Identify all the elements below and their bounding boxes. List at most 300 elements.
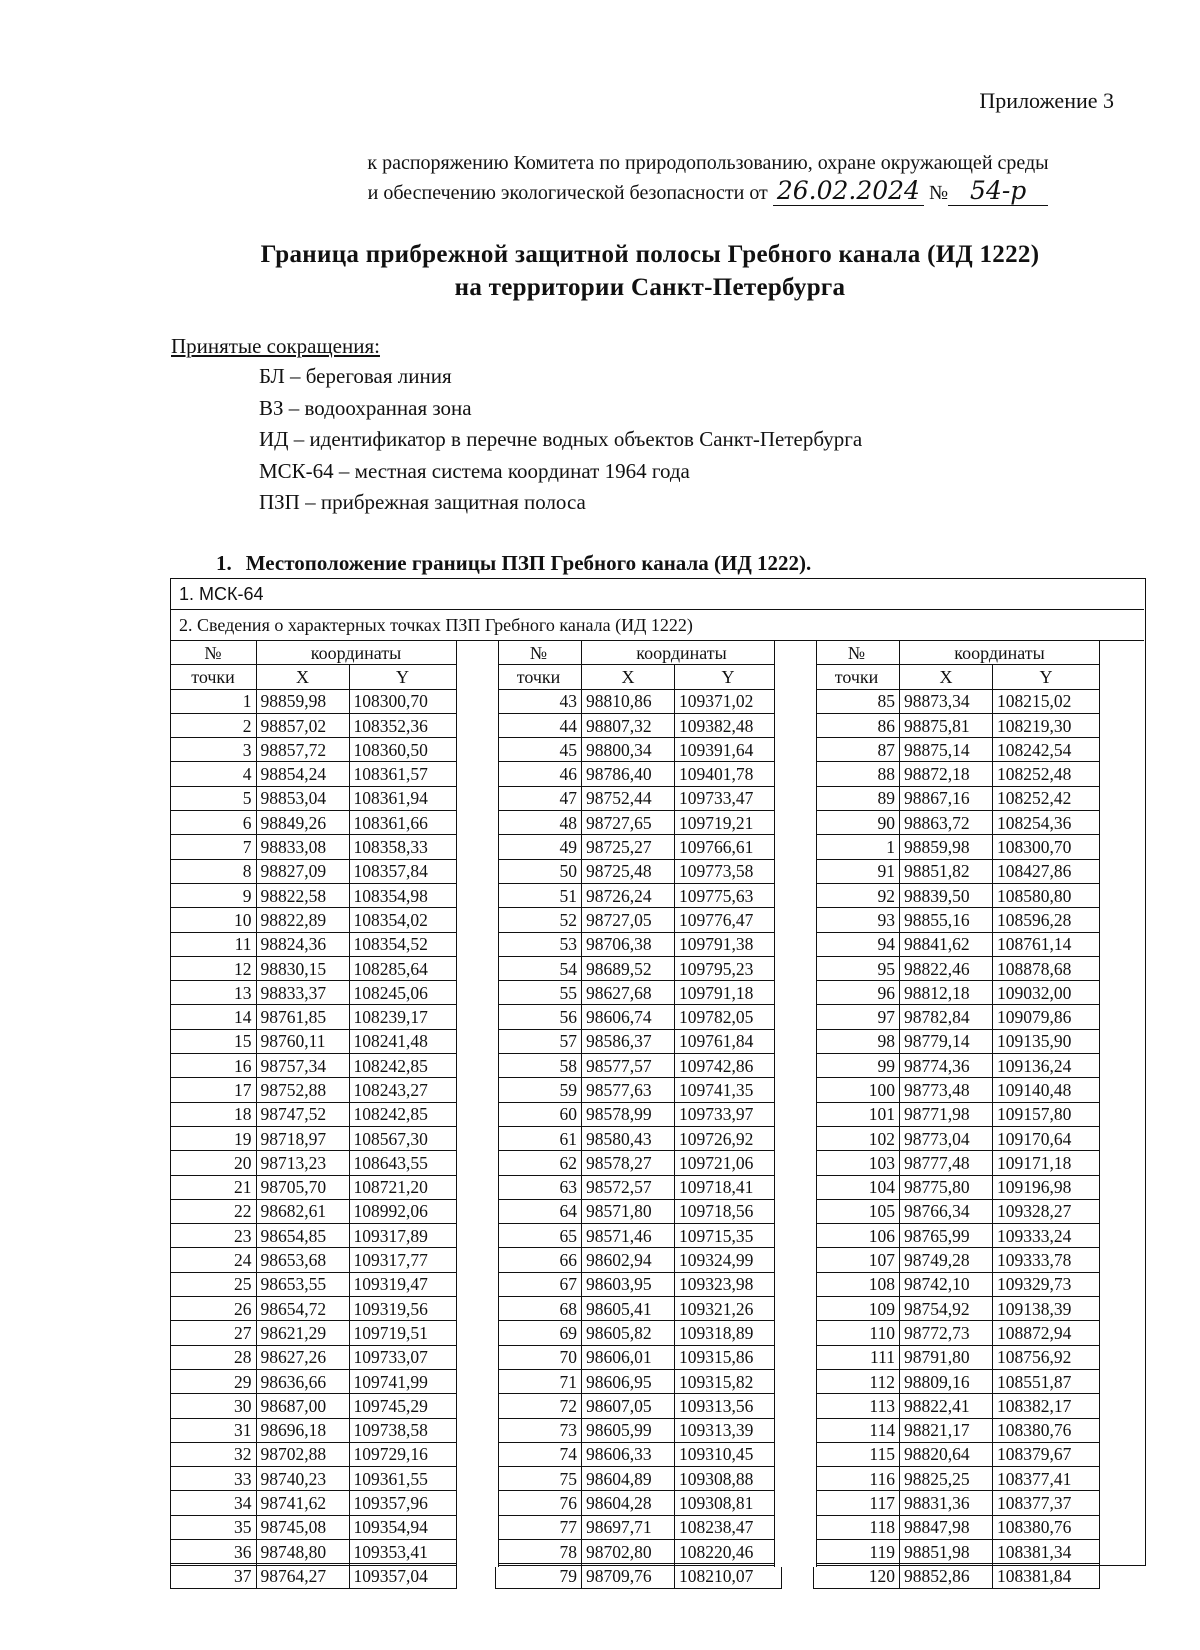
point-number-cell: 67 [496,1272,582,1296]
x-coordinate-cell: 98875,14 [900,738,993,762]
header-coordinates: координаты [900,641,1100,665]
table-row [496,1272,782,1296]
point-number-cell: 75 [496,1467,582,1491]
table-row [170,1491,456,1515]
table-row [814,1126,1100,1150]
table-row [170,713,456,737]
point-number-cell: 106 [814,1224,900,1248]
y-coordinate-cell: 108878,68 [993,956,1100,980]
point-number-cell: 93 [814,908,900,932]
point-number-cell: 17 [170,1078,256,1102]
table-row [170,932,456,956]
x-coordinate-cell: 98859,98 [900,835,993,859]
point-number-cell: 59 [496,1078,582,1102]
y-coordinate-cell: 109795,23 [675,956,782,980]
x-coordinate-cell: 98855,16 [900,908,993,932]
point-number-cell: 60 [496,1102,582,1126]
y-coordinate-cell: 108245,06 [349,981,456,1005]
header-point-number: № [814,641,900,665]
x-coordinate-cell: 98578,27 [582,1151,675,1175]
y-coordinate-cell: 108357,84 [349,859,456,883]
point-number-cell: 76 [496,1491,582,1515]
table-row [170,786,456,810]
point-number-cell: 88 [814,762,900,786]
point-number-cell: 89 [814,786,900,810]
table-row [496,1564,782,1588]
points-info-row: 2. Сведения о характерных точках ПЗП Гребного канала (ИД 1222) [171,610,1144,641]
document-title [170,238,1130,304]
point-number-cell: 43 [496,689,582,713]
x-coordinate-cell: 98833,08 [256,835,349,859]
y-coordinate-cell: 109157,80 [993,1102,1100,1126]
point-number-cell: 14 [170,1005,256,1029]
point-number-cell: 104 [814,1175,900,1199]
x-coordinate-cell: 98873,34 [900,689,993,713]
y-coordinate-cell: 109136,24 [993,1054,1100,1078]
header-point-number: № [170,641,256,665]
point-number-cell: 37 [170,1564,256,1588]
table-row [170,1297,456,1321]
y-coordinate-cell: 109775,63 [675,883,782,907]
point-number-cell: 103 [814,1151,900,1175]
table-row [814,1272,1100,1296]
y-coordinate-cell: 108252,48 [993,762,1100,786]
table-row [496,1151,782,1175]
x-coordinate-cell: 98606,74 [582,1005,675,1029]
table-row [496,1224,782,1248]
x-coordinate-cell: 98852,86 [900,1564,993,1588]
coordinates-block [170,641,457,1589]
point-number-cell: 2 [170,713,256,737]
table-row [496,1029,782,1053]
y-coordinate-cell: 109333,78 [993,1248,1100,1272]
y-coordinate-cell: 109354,94 [349,1515,456,1539]
y-coordinate-cell: 108361,66 [349,811,456,835]
x-coordinate-cell: 98847,98 [900,1515,993,1539]
y-coordinate-cell: 108379,67 [993,1442,1100,1466]
y-coordinate-cell: 109079,86 [993,1005,1100,1029]
x-coordinate-cell: 98727,65 [582,811,675,835]
point-number-cell: 108 [814,1272,900,1296]
x-coordinate-cell: 98747,52 [256,1102,349,1126]
point-number-cell: 120 [814,1564,900,1588]
x-coordinate-cell: 98822,46 [900,956,993,980]
table-row [814,835,1100,859]
x-coordinate-cell: 98752,88 [256,1078,349,1102]
coordinates-table [170,578,1146,1586]
table-row [814,738,1100,762]
table-row [170,981,456,1005]
x-coordinate-cell: 98749,28 [900,1248,993,1272]
table-row [814,1175,1100,1199]
table-row [496,835,782,859]
table-row [170,1199,456,1223]
y-coordinate-cell: 109382,48 [675,713,782,737]
point-number-cell: 64 [496,1199,582,1223]
table-row [496,1467,782,1491]
x-coordinate-cell: 98807,32 [582,713,675,737]
x-coordinate-cell: 98705,70 [256,1175,349,1199]
point-number-cell: 50 [496,859,582,883]
y-coordinate-cell: 108761,14 [993,932,1100,956]
table-row [170,1539,456,1563]
x-coordinate-cell: 98726,24 [582,883,675,907]
abbreviation-item: ИД – идентификатор в перечне водных объектов Санкт-Петербурга [259,427,863,451]
table-row [814,1564,1100,1588]
point-number-cell: 116 [814,1467,900,1491]
table-row [814,1224,1100,1248]
point-number-cell: 18 [170,1102,256,1126]
x-coordinate-cell: 98761,85 [256,1005,349,1029]
point-number-cell: 53 [496,932,582,956]
point-number-cell: 62 [496,1151,582,1175]
x-coordinate-cell: 98853,04 [256,786,349,810]
order-reference [288,150,1128,207]
y-coordinate-cell: 108254,36 [993,811,1100,835]
y-coordinate-cell: 108241,48 [349,1029,456,1053]
table-row [170,1078,456,1102]
y-coordinate-cell: 108596,28 [993,908,1100,932]
table-row [170,859,456,883]
point-number-cell: 114 [814,1418,900,1442]
x-coordinate-cell: 98740,23 [256,1467,349,1491]
table-row [814,1102,1100,1126]
y-coordinate-cell: 108381,34 [993,1539,1100,1563]
y-coordinate-cell: 109719,51 [349,1321,456,1345]
x-coordinate-cell: 98713,23 [256,1151,349,1175]
point-number-cell: 54 [496,956,582,980]
table-row [170,908,456,932]
x-coordinate-cell: 98606,01 [582,1345,675,1369]
abbreviation-item: ВЗ – водоохранная зона [259,395,472,420]
y-coordinate-cell: 108721,20 [349,1175,456,1199]
x-coordinate-cell: 98754,92 [900,1297,993,1321]
x-coordinate-cell: 98571,46 [582,1224,675,1248]
header-row [496,641,782,665]
x-coordinate-cell: 98782,84 [900,1005,993,1029]
table-row [814,1394,1100,1418]
table-row [814,1321,1100,1345]
y-coordinate-cell: 109357,04 [349,1564,456,1588]
y-coordinate-cell: 108242,54 [993,738,1100,762]
table-row [170,811,456,835]
point-number-cell: 113 [814,1394,900,1418]
point-number-cell: 9 [170,883,256,907]
point-number-cell: 107 [814,1248,900,1272]
y-coordinate-cell: 109315,86 [675,1345,782,1369]
handwritten-number: 54-р [948,176,1048,206]
y-coordinate-cell: 109308,88 [675,1467,782,1491]
y-coordinate-cell: 109333,24 [993,1224,1100,1248]
x-coordinate-cell: 98809,16 [900,1369,993,1393]
point-number-cell: 19 [170,1126,256,1150]
y-coordinate-cell: 108361,57 [349,762,456,786]
point-number-cell: 97 [814,1005,900,1029]
x-coordinate-cell: 98748,80 [256,1539,349,1563]
y-coordinate-cell: 109321,26 [675,1297,782,1321]
table-row [814,956,1100,980]
table-row [814,932,1100,956]
table-row [496,1248,782,1272]
y-coordinate-cell: 109742,86 [675,1054,782,1078]
y-coordinate-cell: 109791,38 [675,932,782,956]
x-coordinate-cell: 98822,89 [256,908,349,932]
y-coordinate-cell: 109733,07 [349,1345,456,1369]
point-number-cell: 72 [496,1394,582,1418]
point-number-cell: 77 [496,1515,582,1539]
x-coordinate-cell: 98653,55 [256,1272,349,1296]
table-row [496,1539,782,1563]
y-coordinate-cell: 108380,76 [993,1418,1100,1442]
table-row [496,1005,782,1029]
point-number-cell: 109 [814,1297,900,1321]
table-row [496,956,782,980]
table-row [814,1442,1100,1466]
table-row [814,1539,1100,1563]
table-row [496,1321,782,1345]
x-coordinate-cell: 98654,72 [256,1297,349,1321]
y-coordinate-cell: 108215,02 [993,689,1100,713]
y-coordinate-cell: 109138,39 [993,1297,1100,1321]
y-coordinate-cell: 108377,41 [993,1467,1100,1491]
point-number-cell: 8 [170,859,256,883]
point-number-cell: 22 [170,1199,256,1223]
point-number-cell: 96 [814,981,900,1005]
y-coordinate-cell: 109310,45 [675,1442,782,1466]
y-coordinate-cell: 109319,56 [349,1297,456,1321]
point-number-cell: 69 [496,1321,582,1345]
x-coordinate-cell: 98696,18 [256,1418,349,1442]
x-coordinate-cell: 98857,02 [256,713,349,737]
y-coordinate-cell: 109357,96 [349,1491,456,1515]
point-number-cell: 48 [496,811,582,835]
x-coordinate-cell: 98580,43 [582,1126,675,1150]
point-number-cell: 86 [814,713,900,737]
y-coordinate-cell: 109776,47 [675,908,782,932]
y-coordinate-cell: 109324,99 [675,1248,782,1272]
x-coordinate-cell: 98775,80 [900,1175,993,1199]
table-row [814,1248,1100,1272]
y-coordinate-cell: 109726,92 [675,1126,782,1150]
table-row [170,1102,456,1126]
y-coordinate-cell: 108361,94 [349,786,456,810]
x-coordinate-cell: 98786,40 [582,762,675,786]
table-row [814,1054,1100,1078]
x-coordinate-cell: 98774,36 [900,1054,993,1078]
point-number-cell: 74 [496,1442,582,1466]
x-coordinate-cell: 98578,99 [582,1102,675,1126]
x-coordinate-cell: 98606,95 [582,1369,675,1393]
table-row [170,1054,456,1078]
table-row [814,1467,1100,1491]
x-coordinate-cell: 98697,71 [582,1515,675,1539]
table-row [814,1029,1100,1053]
x-coordinate-cell: 98825,25 [900,1467,993,1491]
y-coordinate-cell: 109733,97 [675,1102,782,1126]
y-coordinate-cell: 108567,30 [349,1126,456,1150]
x-coordinate-cell: 98772,73 [900,1321,993,1345]
x-coordinate-cell: 98741,62 [256,1491,349,1515]
y-coordinate-cell: 109401,78 [675,762,782,786]
y-coordinate-cell: 108210,07 [675,1564,782,1588]
y-coordinate-cell: 108352,36 [349,713,456,737]
y-coordinate-cell: 108427,86 [993,859,1100,883]
point-number-cell: 78 [496,1539,582,1563]
point-number-cell: 51 [496,883,582,907]
x-coordinate-cell: 98859,98 [256,689,349,713]
point-number-cell: 36 [170,1539,256,1563]
x-coordinate-cell: 98863,72 [900,811,993,835]
x-coordinate-cell: 98682,61 [256,1199,349,1223]
table-row [170,1272,456,1296]
y-coordinate-cell: 108354,02 [349,908,456,932]
section-title: Местоположение границы ПЗП Гребного канала (ИД 1222). [245,551,812,575]
y-coordinate-cell: 109328,27 [993,1199,1100,1223]
block-separator [774,641,817,1567]
point-number-cell: 46 [496,762,582,786]
x-coordinate-cell: 98706,38 [582,932,675,956]
point-number-cell: 61 [496,1126,582,1150]
point-number-cell: 20 [170,1151,256,1175]
y-coordinate-cell: 108551,87 [993,1369,1100,1393]
y-coordinate-cell: 109329,73 [993,1272,1100,1296]
point-number-cell: 52 [496,908,582,932]
y-coordinate-cell: 109313,39 [675,1418,782,1442]
table-row [496,1418,782,1442]
x-coordinate-cell: 98867,16 [900,786,993,810]
table-row [814,859,1100,883]
point-number-cell: 71 [496,1369,582,1393]
point-number-cell: 73 [496,1418,582,1442]
x-coordinate-cell: 98627,68 [582,981,675,1005]
x-coordinate-cell: 98757,34 [256,1054,349,1078]
point-number-cell: 94 [814,932,900,956]
header-point-label: точки [814,665,900,689]
x-coordinate-cell: 98760,11 [256,1029,349,1053]
y-coordinate-cell: 108354,52 [349,932,456,956]
y-coordinate-cell: 109196,98 [993,1175,1100,1199]
table-row [496,932,782,956]
point-number-cell: 12 [170,956,256,980]
y-coordinate-cell: 109140,48 [993,1078,1100,1102]
table-row [814,811,1100,835]
x-coordinate-cell: 98627,26 [256,1345,349,1369]
table-row [170,956,456,980]
y-coordinate-cell: 109317,89 [349,1224,456,1248]
point-number-cell: 56 [496,1005,582,1029]
table-row [170,689,456,713]
table-row [496,1175,782,1199]
x-coordinate-cell: 98709,76 [582,1564,675,1588]
x-coordinate-cell: 98621,29 [256,1321,349,1345]
x-coordinate-cell: 98812,18 [900,981,993,1005]
point-number-cell: 115 [814,1442,900,1466]
title-line-1: Граница прибрежной защитной полосы Гребного канала (ИД 1222) [260,241,1040,268]
y-coordinate-cell: 108219,30 [993,713,1100,737]
header-y: Y [993,665,1100,689]
table-row [170,883,456,907]
point-number-cell: 47 [496,786,582,810]
y-coordinate-cell: 108643,55 [349,1151,456,1175]
x-coordinate-cell: 98687,00 [256,1394,349,1418]
y-coordinate-cell: 109766,61 [675,835,782,859]
point-number-cell: 91 [814,859,900,883]
table-row [170,1345,456,1369]
point-number-cell: 98 [814,1029,900,1053]
x-coordinate-cell: 98606,33 [582,1442,675,1466]
coordinates-block [813,641,1100,1589]
x-coordinate-cell: 98827,09 [256,859,349,883]
title-line-2: на территории Санкт-Петербурга [454,274,846,301]
point-number-cell: 65 [496,1224,582,1248]
x-coordinate-cell: 98577,63 [582,1078,675,1102]
point-number-cell: 31 [170,1418,256,1442]
y-coordinate-cell: 109719,21 [675,811,782,835]
y-coordinate-cell: 109318,89 [675,1321,782,1345]
point-number-cell: 45 [496,738,582,762]
table-row [170,1248,456,1272]
header-coordinates: координаты [582,641,782,665]
point-number-cell: 111 [814,1345,900,1369]
x-coordinate-cell: 98824,36 [256,932,349,956]
header-x: X [582,665,675,689]
y-coordinate-cell: 109721,06 [675,1151,782,1175]
header-point-label: точки [170,665,256,689]
x-coordinate-cell: 98727,05 [582,908,675,932]
x-coordinate-cell: 98725,27 [582,835,675,859]
y-coordinate-cell: 109317,77 [349,1248,456,1272]
block-separator [456,641,499,1567]
point-number-cell: 79 [496,1564,582,1588]
x-coordinate-cell: 98604,28 [582,1491,675,1515]
header-point-number: № [496,641,582,665]
y-coordinate-cell: 109171,18 [993,1151,1100,1175]
point-number-cell: 5 [170,786,256,810]
table-row [496,689,782,713]
x-coordinate-cell: 98765,99 [900,1224,993,1248]
x-coordinate-cell: 98875,81 [900,713,993,737]
x-coordinate-cell: 98605,41 [582,1297,675,1321]
x-coordinate-cell: 98653,68 [256,1248,349,1272]
x-coordinate-cell: 98822,58 [256,883,349,907]
table-row [814,1491,1100,1515]
point-number-cell: 32 [170,1442,256,1466]
x-coordinate-cell: 98773,04 [900,1126,993,1150]
point-number-cell: 119 [814,1539,900,1563]
point-number-cell: 21 [170,1175,256,1199]
y-coordinate-cell: 108358,33 [349,835,456,859]
point-number-cell: 16 [170,1054,256,1078]
x-coordinate-cell: 98831,36 [900,1491,993,1515]
point-number-cell: 70 [496,1345,582,1369]
x-coordinate-cell: 98604,89 [582,1467,675,1491]
y-coordinate-cell: 109308,81 [675,1491,782,1515]
x-coordinate-cell: 98857,72 [256,738,349,762]
x-coordinate-cell: 98725,48 [582,859,675,883]
table-row [814,713,1100,737]
table-row [170,738,456,762]
table-row [170,1151,456,1175]
table-row [814,1199,1100,1223]
y-coordinate-cell: 109032,00 [993,981,1100,1005]
point-number-cell: 25 [170,1272,256,1296]
table-row [496,1078,782,1102]
point-number-cell: 66 [496,1248,582,1272]
y-coordinate-cell: 109782,05 [675,1005,782,1029]
point-number-cell: 102 [814,1126,900,1150]
y-coordinate-cell: 109391,64 [675,738,782,762]
y-coordinate-cell: 109718,56 [675,1199,782,1223]
